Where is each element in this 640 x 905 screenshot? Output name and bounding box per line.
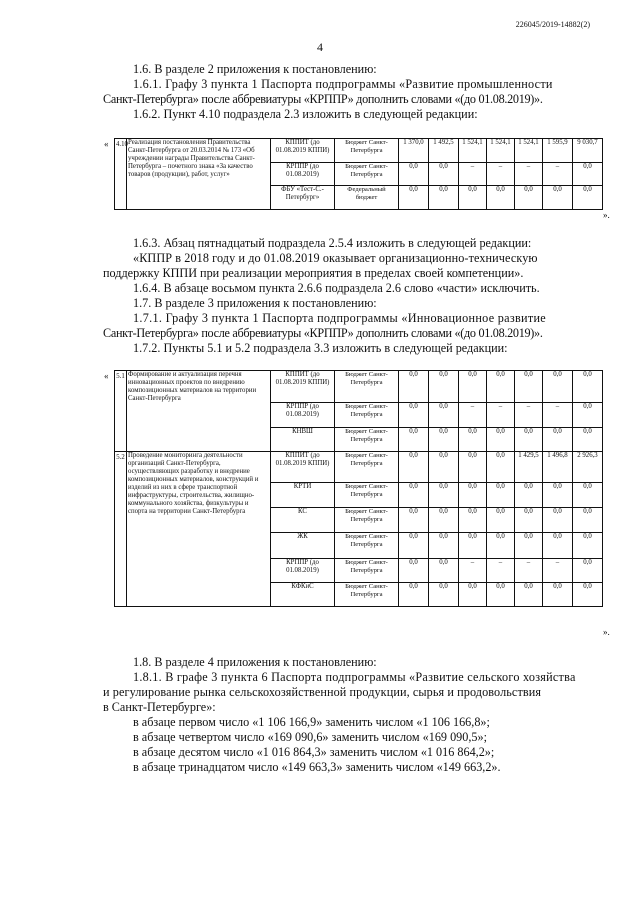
value-cell: – xyxy=(543,559,573,583)
value-cell: 0,0 xyxy=(543,483,573,508)
list-item: в абзаце четвертом число «169 090,6» заменить числом «169 090,5»; xyxy=(133,730,487,744)
value-cell: 0,0 xyxy=(459,508,487,533)
paragraph-1-6-1-b: Санкт-Петербурга» после аббревиатуры «КРППР» дополнить словами «(до 01.08.2019)». xyxy=(103,92,543,106)
value-cell: 0,0 xyxy=(429,583,459,607)
value-cell: 0,0 xyxy=(429,163,459,186)
value-cell: 0,0 xyxy=(573,403,603,428)
funding-source: Бюджет Санкт-Петербурга xyxy=(335,163,399,186)
value-cell: 0,0 xyxy=(543,583,573,607)
table-row xyxy=(115,371,603,403)
value-cell: 1 370,0 xyxy=(399,139,429,163)
value-cell: 1 524,1 xyxy=(459,139,487,163)
funding-source: Бюджет Санкт-Петербурга xyxy=(335,508,399,533)
value-cell: 1 492,5 xyxy=(429,139,459,163)
value-cell: – xyxy=(487,403,515,428)
value-cell: 0,0 xyxy=(543,508,573,533)
executor: КРППР (до 01.08.2019) xyxy=(271,163,335,186)
list-item: в абзаце тринадцатом число «149 663,3» заменить числом «149 663,2». xyxy=(133,760,501,774)
value-cell: 0,0 xyxy=(573,371,603,403)
value-cell: – xyxy=(487,559,515,583)
paragraph-1-6-2: 1.6.2. Пункт 4.10 подраздела 2.3 изложить в следующей редакции: xyxy=(133,107,478,121)
funding-source: Бюджет Санкт-Петербурга xyxy=(335,583,399,607)
value-cell: 0,0 xyxy=(573,508,603,533)
value-cell: 0,0 xyxy=(487,428,515,452)
value-cell: 0,0 xyxy=(515,533,543,559)
executor: КРТИ xyxy=(271,483,335,508)
table-5-1-5-2 xyxy=(114,370,603,607)
executor: КНВШ xyxy=(271,428,335,452)
paragraph-1-8: 1.8. В разделе 4 приложения к постановлению: xyxy=(133,655,377,669)
value-cell: – xyxy=(459,403,487,428)
paragraph-1-7-1-b: Санкт-Петербурга» после аббревиатуры «КРППР» дополнить словами «(до 01.08.2019)». xyxy=(103,326,543,340)
measure-description: Проведение мониторинга деятельности организаций Санкт-Петербурга, осуществляющих разработку и внедрение композиционных материалов, конструкций и изделий из них в сфере транспортной инфраструктуры, строительства, жилищно-коммунального хозяйства, физкультуры и спорта на территории Санкт-Петербурга xyxy=(127,452,271,607)
value-cell: 0,0 xyxy=(459,452,487,483)
table-4-10 xyxy=(114,138,603,210)
value-cell: – xyxy=(459,559,487,583)
value-cell: 0,0 xyxy=(429,483,459,508)
value-cell: 0,0 xyxy=(515,428,543,452)
row-number: 5.1 xyxy=(115,371,127,452)
value-cell: 0,0 xyxy=(399,533,429,559)
paragraph-1-7-2: 1.7.2. Пункты 5.1 и 5.2 подраздела 3.3 изложить в следующей редакции: xyxy=(133,341,508,355)
funding-source: Бюджет Санкт-Петербурга xyxy=(335,533,399,559)
executor: КФКиС xyxy=(271,583,335,607)
table1-open-quote: « xyxy=(104,139,109,149)
table-row xyxy=(115,139,603,163)
value-cell: 0,0 xyxy=(573,533,603,559)
value-cell: 0,0 xyxy=(459,428,487,452)
paragraph-1-6-1-a: 1.6.1. Графу 3 пункта 1 Паспорта подпрограммы «Развитие промышленности xyxy=(133,77,553,91)
value-cell: 0,0 xyxy=(543,186,573,210)
value-cell: 0,0 xyxy=(399,186,429,210)
funding-source: Бюджет Санкт-Петербурга xyxy=(335,452,399,483)
value-cell: 0,0 xyxy=(573,483,603,508)
list-item: в абзаце десятом число «1 016 864,3» заменить числом «1 016 864,2»; xyxy=(133,745,495,759)
paragraph-1-6-3: 1.6.3. Абзац пятнадцатый подраздела 2.5.4 изложить в следующей редакции: xyxy=(133,236,532,250)
value-cell: 0,0 xyxy=(429,508,459,533)
funding-source: Бюджет Санкт-Петербурга xyxy=(335,483,399,508)
value-cell: 0,0 xyxy=(573,583,603,607)
paragraph-1-8-1-c: в Санкт-Петербурге»: xyxy=(103,700,216,714)
value-cell: 0,0 xyxy=(515,583,543,607)
funding-source: Бюджет Санкт-Петербурга xyxy=(335,403,399,428)
value-cell: 1 524,1 xyxy=(515,139,543,163)
table-row xyxy=(115,452,603,483)
row-number: 5.2 xyxy=(115,452,127,607)
paragraph-1-7: 1.7. В разделе 3 приложения к постановлению: xyxy=(133,296,377,310)
value-cell: 9 030,7 xyxy=(573,139,603,163)
value-cell: 0,0 xyxy=(399,371,429,403)
value-cell: 1 429,5 xyxy=(515,452,543,483)
value-cell: 0,0 xyxy=(459,583,487,607)
value-cell: – xyxy=(543,403,573,428)
executor: КРППР (до 01.08.2019) xyxy=(271,559,335,583)
table2-open-quote: « xyxy=(104,371,109,381)
value-cell: 0,0 xyxy=(543,533,573,559)
value-cell: 0,0 xyxy=(429,452,459,483)
value-cell: – xyxy=(487,163,515,186)
value-cell: 0,0 xyxy=(429,428,459,452)
value-cell: 0,0 xyxy=(429,371,459,403)
value-cell: 0,0 xyxy=(487,533,515,559)
value-cell: 1 524,1 xyxy=(487,139,515,163)
value-cell: – xyxy=(515,559,543,583)
table2-close-quote: ». xyxy=(603,627,610,637)
value-cell: 0,0 xyxy=(399,559,429,583)
value-cell: 0,0 xyxy=(487,583,515,607)
value-cell: 0,0 xyxy=(515,483,543,508)
row-number: 4.10 xyxy=(115,139,127,210)
value-cell: – xyxy=(543,163,573,186)
value-cell: 0,0 xyxy=(399,583,429,607)
page-number: 4 xyxy=(317,40,323,54)
value-cell: 0,0 xyxy=(515,508,543,533)
value-cell: 0,0 xyxy=(399,452,429,483)
value-cell: 0,0 xyxy=(399,163,429,186)
executor: КППИТ (до 01.08.2019 КППИ) xyxy=(271,371,335,403)
value-cell: – xyxy=(515,403,543,428)
value-cell: 0,0 xyxy=(515,186,543,210)
paragraph-1-6-3-b: поддержку КППИ при реализации мероприятия в пределах своей компетенции». xyxy=(103,266,524,280)
executor: ЖК xyxy=(271,533,335,559)
measure-description: Реализация постановления Правительства Санкт-Петербурга от 20.03.2014 № 173 «Об учреждении награды Правительства Санкт-Петербурга – почетного знака «За качество товаров (продукции), работ, услуг» xyxy=(127,139,271,210)
value-cell: 0,0 xyxy=(573,559,603,583)
value-cell: 0,0 xyxy=(573,428,603,452)
value-cell: 0,0 xyxy=(399,508,429,533)
paragraph-1-7-1-a: 1.7.1. Графу 3 пункта 1 Паспорта подпрограммы «Инновационное развитие xyxy=(133,311,547,325)
paragraph-1-6: 1.6. В разделе 2 приложения к постановлению: xyxy=(133,62,377,76)
value-cell: 0,0 xyxy=(543,371,573,403)
measure-description: Формирование и актуализация перечня инновационных проектов по внедрению композиционных материалов на территории Санкт-Петербурга xyxy=(127,371,271,452)
funding-source: Бюджет Санкт-Петербурга xyxy=(335,371,399,403)
executor: ФБУ «Тест-С.-Петербург» xyxy=(271,186,335,210)
value-cell: 0,0 xyxy=(543,428,573,452)
paragraph-1-8-1-b: и регулирование рынка сельскохозяйственной продукции, сырья и продовольствия xyxy=(103,685,542,699)
value-cell: 0,0 xyxy=(459,186,487,210)
value-cell: – xyxy=(459,163,487,186)
funding-source: Бюджет Санкт-Петербурга xyxy=(335,139,399,163)
value-cell: 0,0 xyxy=(429,403,459,428)
value-cell: 0,0 xyxy=(429,186,459,210)
value-cell: 0,0 xyxy=(487,483,515,508)
value-cell: 0,0 xyxy=(487,186,515,210)
executor: КС xyxy=(271,508,335,533)
funding-source: Федеральный бюджет xyxy=(335,186,399,210)
value-cell: 0,0 xyxy=(429,533,459,559)
value-cell: 0,0 xyxy=(487,508,515,533)
value-cell: 0,0 xyxy=(573,186,603,210)
executor: КППИТ (до 01.08.2019 КППИ) xyxy=(271,139,335,163)
value-cell: 0,0 xyxy=(399,483,429,508)
value-cell: 2 926,3 xyxy=(573,452,603,483)
value-cell: – xyxy=(515,163,543,186)
executor: КППИТ (до 01.08.2019 КППИ) xyxy=(271,452,335,483)
paragraph-1-6-3-a: «КППР в 2018 году и до 01.08.2019 оказывает организационно-техническую xyxy=(133,251,538,265)
value-cell: 1 496,8 xyxy=(543,452,573,483)
list-item: в абзаце первом число «1 106 166,9» заменить числом «1 106 166,8»; xyxy=(133,715,490,729)
funding-source: Бюджет Санкт-Петербурга xyxy=(335,428,399,452)
paragraph-1-8-1-a: 1.8.1. В графе 3 пункта 6 Паспорта подпрограммы «Развитие сельского хозяйства xyxy=(133,670,576,684)
paragraph-1-6-4: 1.6.4. В абзаце восьмом пункта 2.6.6 подраздела 2.6 слово «части» исключить. xyxy=(133,281,540,295)
value-cell: 0,0 xyxy=(429,559,459,583)
value-cell: 0,0 xyxy=(487,452,515,483)
value-cell: 0,0 xyxy=(573,163,603,186)
value-cell: 0,0 xyxy=(459,533,487,559)
funding-source: Бюджет Санкт-Петербурга xyxy=(335,559,399,583)
value-cell: 0,0 xyxy=(459,483,487,508)
value-cell: 0,0 xyxy=(399,428,429,452)
value-cell: 0,0 xyxy=(515,371,543,403)
value-cell: 0,0 xyxy=(399,403,429,428)
table1-close-quote: ». xyxy=(603,210,610,220)
document-number: 226045/2019-14882(2) xyxy=(515,20,590,29)
value-cell: 1 595,9 xyxy=(543,139,573,163)
executor: КРППР (до 01.08.2019) xyxy=(271,403,335,428)
value-cell: 0,0 xyxy=(459,371,487,403)
value-cell: 0,0 xyxy=(487,371,515,403)
